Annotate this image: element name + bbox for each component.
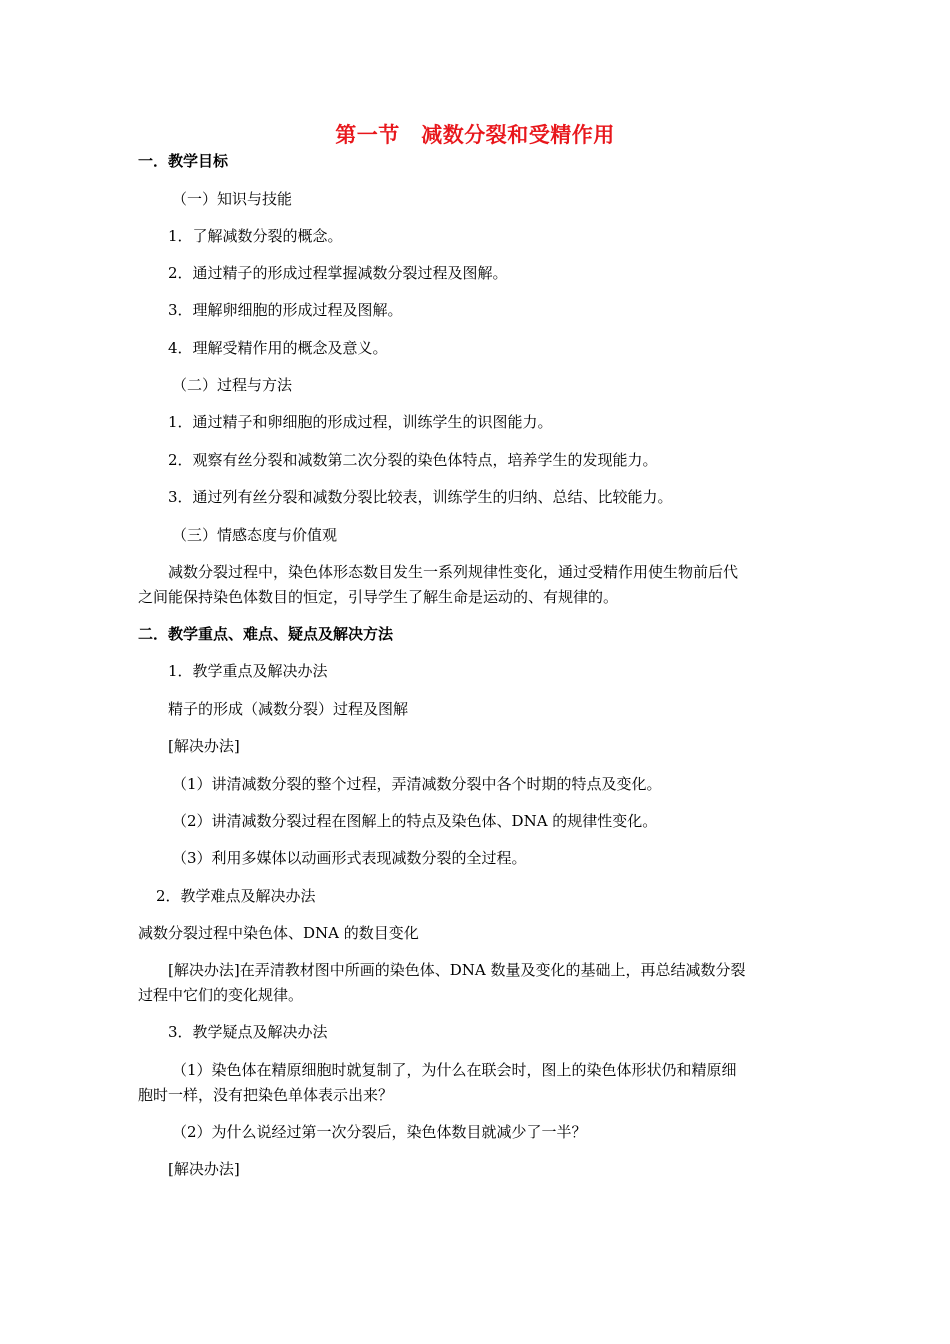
key-point-content: 精子的形成（减数分裂）过程及图解 — [168, 700, 409, 718]
objective-item: 1．通过精子和卵细胞的形成过程，训练学生的识图能力。 — [168, 413, 553, 431]
objective-item: 2．通过精子的形成过程掌握减数分裂过程及图解。 — [168, 264, 508, 282]
solution-item: （3）利用多媒体以动画形式表现减数分裂的全过程。 — [172, 849, 527, 867]
solution-item: （1）讲清减数分裂的整个过程，弄清减数分裂中各个时期的特点及变化。 — [172, 775, 662, 793]
solution-item: （2）讲清减数分裂过程在图解上的特点及染色体、DNA 的规律性变化。 — [172, 812, 658, 830]
section2-heading: 二．教学重点、难点、疑点及解决方法 — [138, 625, 394, 643]
difficulty-title: 2．教学难点及解决办法 — [156, 887, 316, 905]
difficulty-content: 减数分裂过程中染色体、DNA 的数目变化 — [138, 924, 419, 942]
solution-label: [解决办法] — [168, 1160, 240, 1178]
objective-item: 3．理解卵细胞的形成过程及图解。 — [168, 301, 403, 319]
sub-heading-knowledge: （一）知识与技能 — [172, 190, 293, 208]
objective-item: 1．了解减数分裂的概念。 — [168, 227, 343, 245]
key-point-title: 1．教学重点及解决办法 — [168, 662, 328, 680]
objective-item: 2．观察有丝分裂和减数第二次分裂的染色体特点，培养学生的发现能力。 — [168, 451, 658, 469]
sub-heading-attitude: （三）情感态度与价值观 — [172, 526, 338, 544]
objective-item: 3．通过列有丝分裂和减数分裂比较表，训练学生的归纳、总结、比较能力。 — [168, 488, 673, 506]
paragraph-line: 过程中它们的变化规律。 — [138, 986, 304, 1004]
paragraph-line: [解决办法]在弄清教材图中所画的染色体、DNA 数量及变化的基础上，再总结减数分裂 — [168, 961, 746, 979]
paragraph-line: （1）染色体在精原细胞时就复制了，为什么在联会时，图上的染色体形状仍和精原细 — [172, 1061, 737, 1079]
sub-heading-process: （二）过程与方法 — [172, 376, 293, 394]
section1-heading: 一．教学目标 — [138, 152, 229, 170]
paragraph-line: 减数分裂过程中，染色体形态数目发生一系列规律性变化，通过受精作用使生物前后代 — [168, 563, 739, 581]
doubt-question: （2）为什么说经过第一次分裂后，染色体数目就减少了一半？ — [172, 1123, 587, 1141]
paragraph-line: 之间能保持染色体数目的恒定，引导学生了解生命是运动的、有规律的。 — [138, 588, 619, 606]
solution-label: [解决办法] — [168, 737, 240, 755]
objective-item: 4．理解受精作用的概念及意义。 — [168, 339, 388, 357]
paragraph-line: 胞时一样，没有把染色单体表示出来？ — [138, 1086, 394, 1104]
document-title: 第一节 减数分裂和受精作用 — [335, 122, 615, 147]
doubt-title: 3．教学疑点及解决办法 — [168, 1023, 328, 1041]
